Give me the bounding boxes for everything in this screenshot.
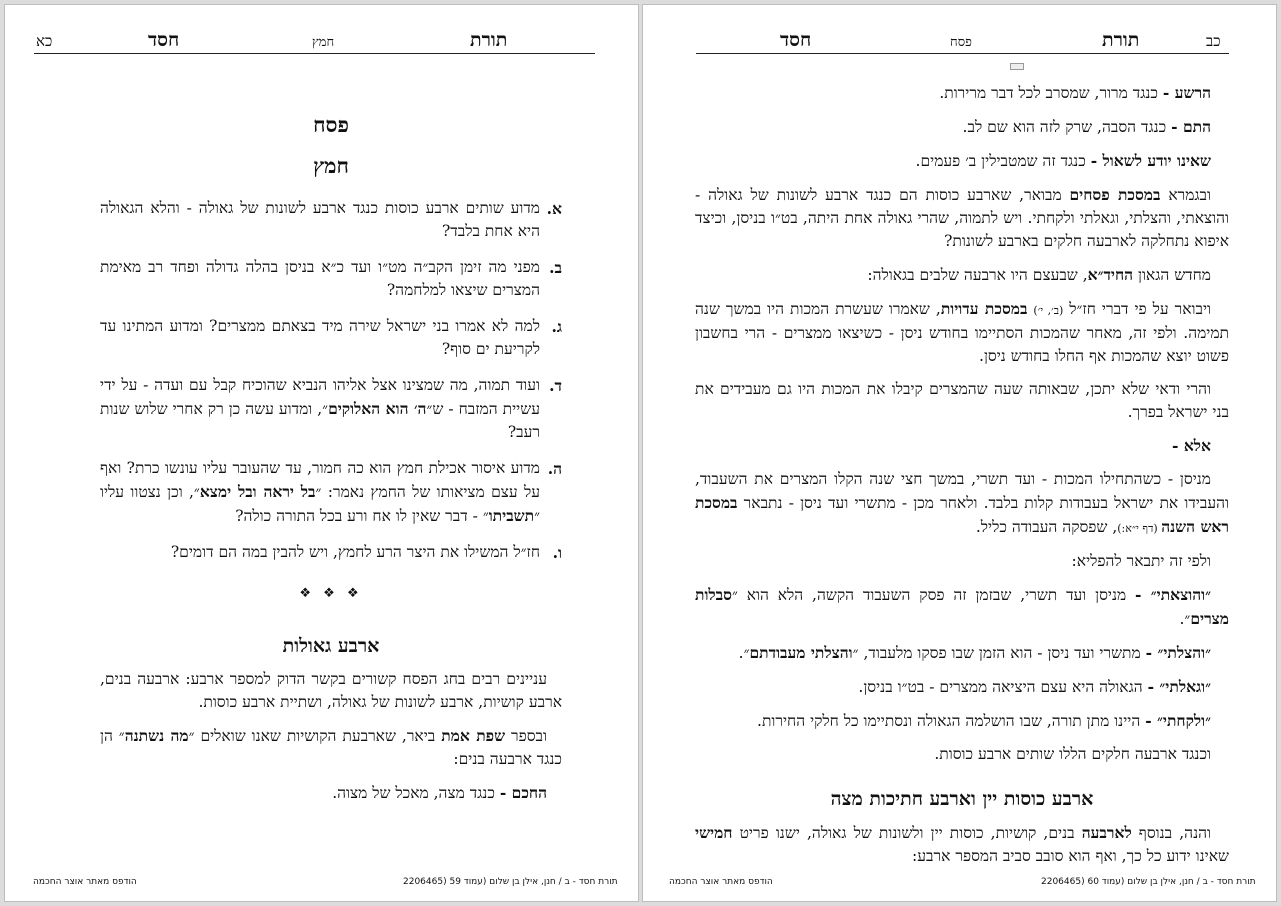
header-center: חסד <box>148 29 180 51</box>
header-title: תורת <box>1102 29 1140 51</box>
paragraph <box>695 183 1229 253</box>
paragraph <box>100 781 562 805</box>
question-letter: ד. <box>549 376 562 395</box>
text-run: ובגמרא <box>1160 186 1211 204</box>
question-text: מפני מה זימן הקב״ה מט״ו ועד כ״א בניסן בהלה גדולה ופחד רב מאימת המצרים שיצאו למלחמה? <box>100 258 540 299</box>
text-run: כנגד הסבה, שרק לזה הוא שם לב. <box>962 118 1172 136</box>
header-section: חמץ <box>312 35 335 50</box>
text-run: ביאר, שארבעת הקושיות שאנו שואלים ״ <box>188 727 442 745</box>
paragraph <box>695 81 1229 105</box>
question-letter: א. <box>546 199 562 218</box>
section-divider: ❖ ❖ ❖ <box>299 586 363 601</box>
text-bold: במסכת פסחים <box>1069 185 1161 204</box>
text-run: מתשרי ועד ניסן - הוא הזמן שבו פסקו מלעבוד, ״ <box>852 644 1146 662</box>
text-run: מניסן - כשהתחילו המכות - ועד תשרי, במשך חצי שנה הקלו המצרים את השעבוד, והעבידו את ישראל בעבודות קלות בלבד. ולאחר מכן - מתשרי ועד ניסן - נתבאר <box>695 470 1229 512</box>
text-run: מחדש הגאון <box>1133 266 1211 284</box>
right-page <box>642 4 1277 902</box>
paragraph <box>100 724 562 771</box>
paragraph <box>695 263 1229 287</box>
header-center: חסד <box>780 29 812 51</box>
paragraph <box>695 297 1229 368</box>
text-bold: לארבעה <box>1081 823 1132 842</box>
text-bold: והצלתי מעבודתם <box>749 643 853 662</box>
question-text-mid: ״, וכן נצטוו עליו ״ <box>100 483 540 525</box>
text-run: , שפסקה העבודה כליל. <box>975 518 1118 536</box>
question-item <box>100 315 562 361</box>
question-item <box>100 374 562 444</box>
text-run: מבואר, שארבע כוסות הם כנגד ארבע לשונות של גאולה - והוצאתי, והצלתי, וגאלתי ולקחתי. ויש לתמוה, שהרי גאולה אחת היתה, בט״ו בניסן, וכיצד איפוא נתחלקה לארבעה חלקים בארבע לשונות? <box>695 186 1229 250</box>
question-letter: ב. <box>549 258 562 277</box>
paragraph <box>695 149 1229 173</box>
text-bold: שפת אמת <box>441 726 506 745</box>
text-run: , שבעצם היו ארבעה שלבים בגאולה: <box>867 266 1088 284</box>
text-small: (דף י״א:) <box>1117 522 1162 535</box>
text-bold: החיד״א <box>1087 265 1134 284</box>
text-run: והנה, בנוסף <box>1131 824 1211 842</box>
footer-right: תורת חסד - ב / חנן, אילן בן שלום (עמוד 59 (2206465 <box>403 877 618 887</box>
question-text-post: ״ - דבר שאין לו אח ורע בכל התורה כולה? <box>235 507 489 525</box>
question-letter: ג. <box>551 317 562 336</box>
section-title: ארבע גאולות <box>282 635 380 657</box>
paragraph <box>695 583 1229 631</box>
footer-right: תורת חסד - ב / חנן, אילן בן שלום (עמוד 60 (2206465 <box>1041 877 1256 887</box>
text-run: כנגד זה שמטבילין ב׳ פעמים. <box>915 152 1091 170</box>
question-letter: ה. <box>547 459 562 478</box>
question-text: מדוע שותים ארבע כוסות כנגד ארבע לשונות של גאולה - והלא הגאולה היא אחת בלבד? <box>100 199 540 240</box>
question-item <box>100 256 562 302</box>
text-bold: במסכת ראש השנה <box>695 493 1229 536</box>
question-text-bold: ה׳ הוא האלוקים <box>328 399 427 418</box>
text-run: ״. <box>738 644 750 662</box>
question-item <box>100 541 562 564</box>
page-number: כב <box>1206 32 1221 50</box>
paragraph: עניינים רבים בחג הפסח קשורים בקשר הדוק למספר ארבע: ארבעה בנים, ארבע קושיות, ארבע לשונות של גאולה, ושתיית ארבע כוסות. <box>100 670 562 711</box>
page-header <box>34 27 595 54</box>
question-text-bold: תשביתו <box>488 506 535 525</box>
text-bold: ״ולקחתי״ - <box>1145 711 1211 730</box>
section-title: ארבע כוסות יין וארבע חתיכות מצה <box>830 788 1094 810</box>
text-run: ״ הן כנגד ארבעה בנים: <box>100 727 562 768</box>
page-content <box>695 81 1229 868</box>
text-run: בנים, קושיות, כוסות יין ולשונות של גאולה, ישנו פריט <box>732 824 1082 842</box>
paragraph: ולפי זה יתבאר להפליא: <box>1071 552 1211 570</box>
text-bold: ״והוצאתי״ - <box>1135 585 1211 604</box>
text-run: מניסן ועד תשרי, שבזמן זה פסק השעבוד הקשה, הלא הוא ״ <box>731 586 1136 604</box>
text-bold: ״והצלתי״ - <box>1145 643 1211 662</box>
question-text-bold: בל יראה ובל ימצא <box>199 482 316 501</box>
page-header <box>696 27 1229 54</box>
left-page <box>4 4 639 902</box>
page-number: כא <box>36 32 53 50</box>
chapter-subtitle: חמץ <box>313 153 349 178</box>
text-bold: סבלות מצרים <box>695 585 1229 628</box>
text-bold: התם - <box>1171 117 1211 136</box>
text-run: , שאמרו שעשרת המכות היו במשך שנה תמימה. ולפי זה, מאחר שהמכות הסתיימו בחודש ניסן - כשיצאו ממצרים - הרי בחשבון פשוט יוצא שהמכות אף החלו בחודש ניסן. <box>695 300 1229 365</box>
paragraph: והרי ודאי שלא יתכן, שבאותה שעה שהמצרים קיבלו את המכות היו גם מעבידים את בני ישראל בפרך. <box>695 380 1229 421</box>
question-text-pre: ועוד תמוה, מה שמצינו אצל אליהו הנביא שהוכיח קבל עם ועדה - על ידי עשיית המזבח - ש״ <box>100 376 540 418</box>
question-text-post: ״, ומדוע עשה כן רק אחרי שלוש שנות רעב? <box>100 400 540 441</box>
question-text: חז״ל המשילו את היצר הרע לחמץ, ויש להבין במה הם דומים? <box>170 543 540 561</box>
paragraph <box>695 641 1229 665</box>
header-section: פסח <box>950 35 972 50</box>
paragraph <box>695 468 1229 540</box>
footer-left: הודפס מאתר אוצר החכמה <box>33 877 137 887</box>
footer-left: הודפס מאתר אוצר החכמה <box>669 877 773 887</box>
text-bold: מה נשתנה <box>124 726 189 745</box>
question-item <box>100 197 562 243</box>
text-run: כנגד מרור, שמסרב לכל דבר מרירות. <box>939 84 1163 102</box>
text-bold: חמישי <box>695 823 733 842</box>
paragraph <box>695 115 1229 139</box>
paragraph <box>695 709 1229 733</box>
question-item <box>100 457 562 528</box>
text-bold: אלא - <box>1172 436 1211 455</box>
text-small: (ב׳, י׳) <box>1033 304 1064 317</box>
text-run: הגאולה היא עצם היציאה ממצרים - בט״ו בניסן. <box>858 678 1148 696</box>
question-letter: ו. <box>552 543 562 562</box>
text-bold: ״וגאלתי״ - <box>1147 677 1211 696</box>
page-content <box>100 113 562 805</box>
text-run: ובספר <box>505 727 547 745</box>
paragraph <box>695 434 1229 458</box>
paragraph <box>695 821 1229 868</box>
header-title: תורת <box>470 29 508 51</box>
question-text-pre: מדוע איסור אכילת חמץ הוא כה חמור, עד שהעובר עליו עונשו כרת? ואף על עצם מציאותו של החמץ נאמר: ״ <box>100 459 540 501</box>
text-bold: החכם - <box>499 783 547 802</box>
question-text: למה לא אמרו בני ישראל שירה מיד בצאתם ממצרים? ומדוע המתינו עד לקריעת ים סוף? <box>100 317 540 358</box>
text-run: כנגד מצה, מאכל של מצוה. <box>332 784 500 802</box>
chapter-title: פסח <box>313 112 349 137</box>
text-run: שאינו ידוע כל כך, ואף הוא סובב סביב המספר ארבע: <box>912 847 1229 865</box>
text-run: היינו מתן תורה, שבו הושלמה הגאולה ונסתיימו כל חלקי החירות. <box>757 712 1146 730</box>
paragraph: וכנגד ארבעה חלקים הללו שותים ארבע כוסות. <box>934 745 1211 763</box>
text-run: ״. <box>1179 610 1191 628</box>
paragraph <box>695 675 1229 699</box>
text-bold: שאינו יודע לשאול - <box>1090 151 1211 170</box>
text-run: ויבואר על פי דברי חז״ל <box>1063 300 1211 318</box>
text-bold: במסכת עדויות <box>940 299 1028 318</box>
stamp-mark <box>1010 63 1024 70</box>
text-bold: הרשע - <box>1162 83 1211 102</box>
